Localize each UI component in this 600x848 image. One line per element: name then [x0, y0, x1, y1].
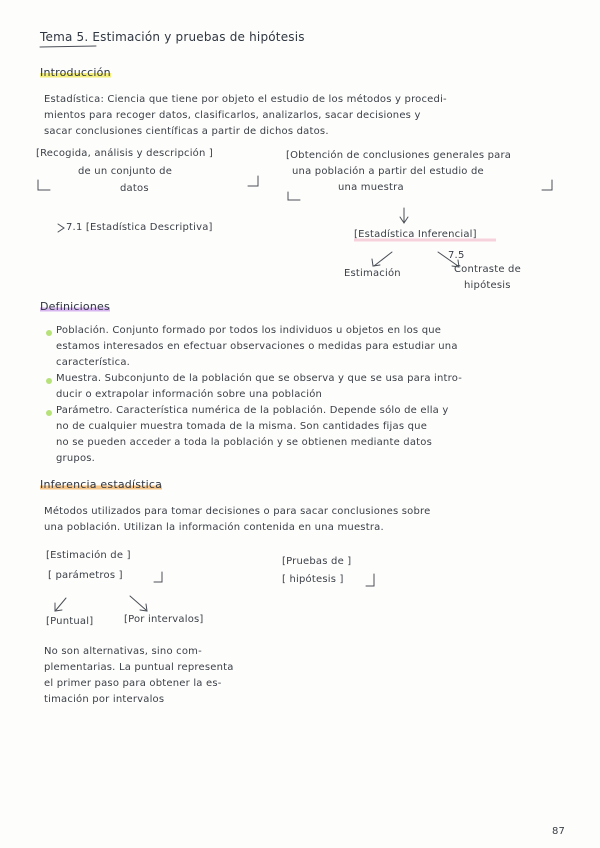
right-box-line-2: una población a partir del estudio de — [292, 166, 484, 177]
note-line-1: No son alternativas, sino com- — [44, 646, 202, 657]
page-title: Tema 5. Estimación y pruebas de hipótesis — [40, 30, 305, 44]
def-parametro-line-3: no se pueden acceder a toda la población y se obtienen mediante datos — [56, 437, 433, 448]
def-muestra-line-1: Muestra. Subconjunto de la población que se observa y que se usa para intro- — [56, 373, 463, 384]
estimation-params-line-1: [Estimación de ] — [46, 550, 131, 561]
left-box-line-1: [Recogida, análisis y descripción ] — [36, 148, 214, 159]
inference-heading: Inferencia estadística — [40, 478, 163, 491]
point-estimation-label: [Puntual] — [46, 616, 94, 627]
estimation-bracket-right — [154, 572, 162, 582]
intro-line-1: Estadística: Ciencia que tiene por objeto el estudio de los métodos y procedi- — [44, 94, 447, 105]
branch-number: 7.5 — [448, 250, 465, 261]
left-box-bracket-bottom-left — [38, 180, 50, 190]
intro-line-3: sacar conclusiones científicas a partir de dichos datos. — [44, 126, 329, 137]
hypothesis-branch-line-2: hipótesis — [464, 280, 511, 291]
interval-estimation-label: [Por intervalos] — [124, 614, 204, 625]
branch-arrow-left — [374, 252, 392, 266]
descriptive-label: 7.1 [Estadística Descriptiva] — [66, 222, 213, 233]
inference-line-2: una población. Utilizan la información contenida en una muestra. — [44, 522, 384, 533]
hypothesis-branch-line-1: Contraste de — [454, 264, 521, 275]
definitions-heading: Definiciones — [40, 300, 110, 313]
right-box-line-1: [Obtención de conclusiones generales para — [286, 150, 512, 161]
descriptive-arrow — [58, 224, 64, 232]
note-line-3: el primer paso para obtener la es- — [44, 678, 222, 689]
note-line-2: plementarias. La puntual representa — [44, 662, 234, 673]
left-box-bracket-bottom-right — [248, 176, 258, 186]
estimation-params-line-2: [ parámetros ] — [48, 570, 123, 581]
intro-heading: Introducción — [40, 66, 111, 79]
estimation-branch: Estimación — [344, 268, 401, 279]
def-parametro-line-4: grupos. — [56, 453, 96, 464]
title-underline — [40, 46, 96, 47]
def-poblacion-line-1: Población. Conjunto formado por todos los individuos u objetos en los que — [56, 325, 442, 336]
hypothesis-tests-line-1: [Pruebas de ] — [282, 556, 352, 567]
inference-line-1: Métodos utilizados para tomar decisiones o para sacar conclusiones sobre — [44, 506, 431, 517]
inferential-label: [Estadística Inferencial] — [354, 229, 477, 240]
right-box-bracket-bottom-left — [288, 192, 300, 200]
left-box-line-3: datos — [120, 183, 149, 194]
right-box-line-3: una muestra — [338, 182, 404, 193]
method-arrow-left — [56, 598, 66, 610]
branch-arrow-right — [438, 252, 458, 266]
hypothesis-tests-line-2: [ hipótesis ] — [282, 574, 344, 585]
def-poblacion-line-3: característica. — [56, 357, 131, 368]
def-muestra-line-2: ducir o extrapolar información sobre una población — [56, 389, 323, 400]
note-line-4: timación por intervalos — [44, 694, 165, 705]
tests-bracket-right — [366, 574, 374, 586]
left-box-line-2: de un conjunto de — [78, 166, 173, 177]
right-box-bracket-bottom-right — [542, 180, 552, 190]
page-number: 87 — [552, 826, 566, 837]
def-parametro-line-2: no de cualquier muestra tomada de la misma. Son cantidades fijas que — [56, 421, 428, 432]
def-poblacion-line-2: estamos interesados en efectuar observaciones o medidas para estudiar una — [56, 341, 458, 352]
intro-line-2: mientos para recoger datos, clasificarlos, analizarlos, sacar decisiones y — [44, 110, 421, 121]
def-parametro-line-1: Parámetro. Característica numérica de la población. Depende sólo de ella y — [56, 405, 449, 416]
method-arrow-right — [130, 596, 146, 610]
